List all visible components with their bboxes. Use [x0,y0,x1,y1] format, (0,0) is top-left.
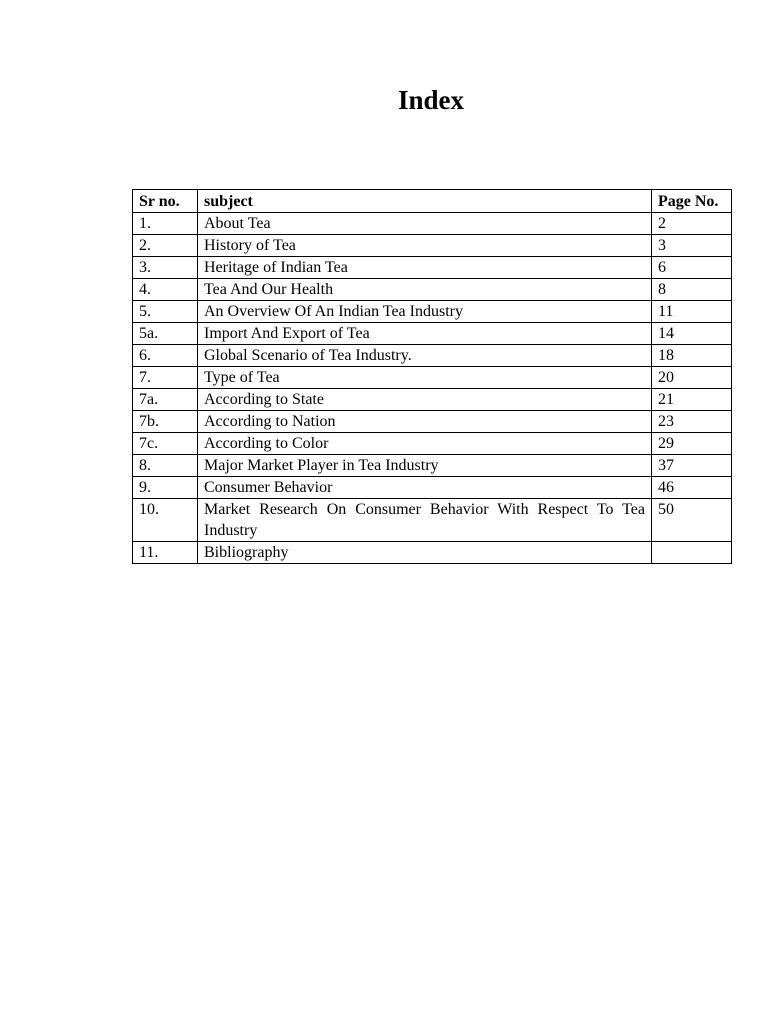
row-page-no: 11 [652,301,732,323]
row-subject: Type of Tea [198,367,652,389]
row-sr-no: 8. [133,455,198,477]
row-page-no: 46 [652,477,732,499]
row-subject: Tea And Our Health [198,279,652,301]
row-page-no [652,542,732,564]
row-sr-no: 5. [133,301,198,323]
table-row [133,345,732,367]
row-page-no: 8 [652,279,732,301]
row-sr-no: 1. [133,213,198,235]
row-subject: Market Research On Consumer Behavior With Respect To Tea Industry [198,499,652,542]
row-sr-no: 10. [133,499,198,542]
row-subject: History of Tea [198,235,652,257]
header-sr-no: Sr no. [133,190,198,213]
table-row [133,367,732,389]
row-sr-no: 6. [133,345,198,367]
table-row [133,323,732,345]
row-sr-no: 9. [133,477,198,499]
row-page-no: 23 [652,411,732,433]
row-page-no: 3 [652,235,732,257]
row-page-no: 18 [652,345,732,367]
row-subject: Global Scenario of Tea Industry. [198,345,652,367]
row-sr-no: 7b. [133,411,198,433]
table-row [133,389,732,411]
row-page-no: 21 [652,389,732,411]
page-title: Index [397,85,465,115]
row-page-no: 37 [652,455,732,477]
row-sr-no: 7c. [133,433,198,455]
header-subject: subject [198,190,652,213]
table-row [133,411,732,433]
row-sr-no: 5a. [133,323,198,345]
table-body [133,213,732,564]
row-page-no: 50 [652,499,732,542]
row-subject: Import And Export of Tea [198,323,652,345]
table-row [133,279,732,301]
row-subject: Heritage of Indian Tea [198,257,652,279]
row-sr-no: 11. [133,542,198,564]
row-subject: Bibliography [198,542,652,564]
table-row [133,301,732,323]
table-row [133,213,732,235]
row-page-no: 29 [652,433,732,455]
row-subject: According to Color [198,433,652,455]
row-sr-no: 2. [133,235,198,257]
row-subject: An Overview Of An Indian Tea Industry [198,301,652,323]
table-row [133,235,732,257]
table-row [133,257,732,279]
table-row [133,455,732,477]
row-sr-no: 4. [133,279,198,301]
header-page-no: Page No. [652,190,732,213]
index-table [132,189,732,564]
row-sr-no: 7a. [133,389,198,411]
row-subject: According to Nation [198,411,652,433]
row-page-no: 20 [652,367,732,389]
row-sr-no: 7. [133,367,198,389]
row-page-no: 2 [652,213,732,235]
row-subject: About Tea [198,213,652,235]
table-row [133,477,732,499]
table-header-row [133,190,732,213]
row-subject: Major Market Player in Tea Industry [198,455,652,477]
row-page-no: 6 [652,257,732,279]
row-page-no: 14 [652,323,732,345]
row-sr-no: 3. [133,257,198,279]
table-row [133,499,732,542]
row-subject: According to State [198,389,652,411]
table-row [133,542,732,564]
table-row [133,433,732,455]
row-subject: Consumer Behavior [198,477,652,499]
